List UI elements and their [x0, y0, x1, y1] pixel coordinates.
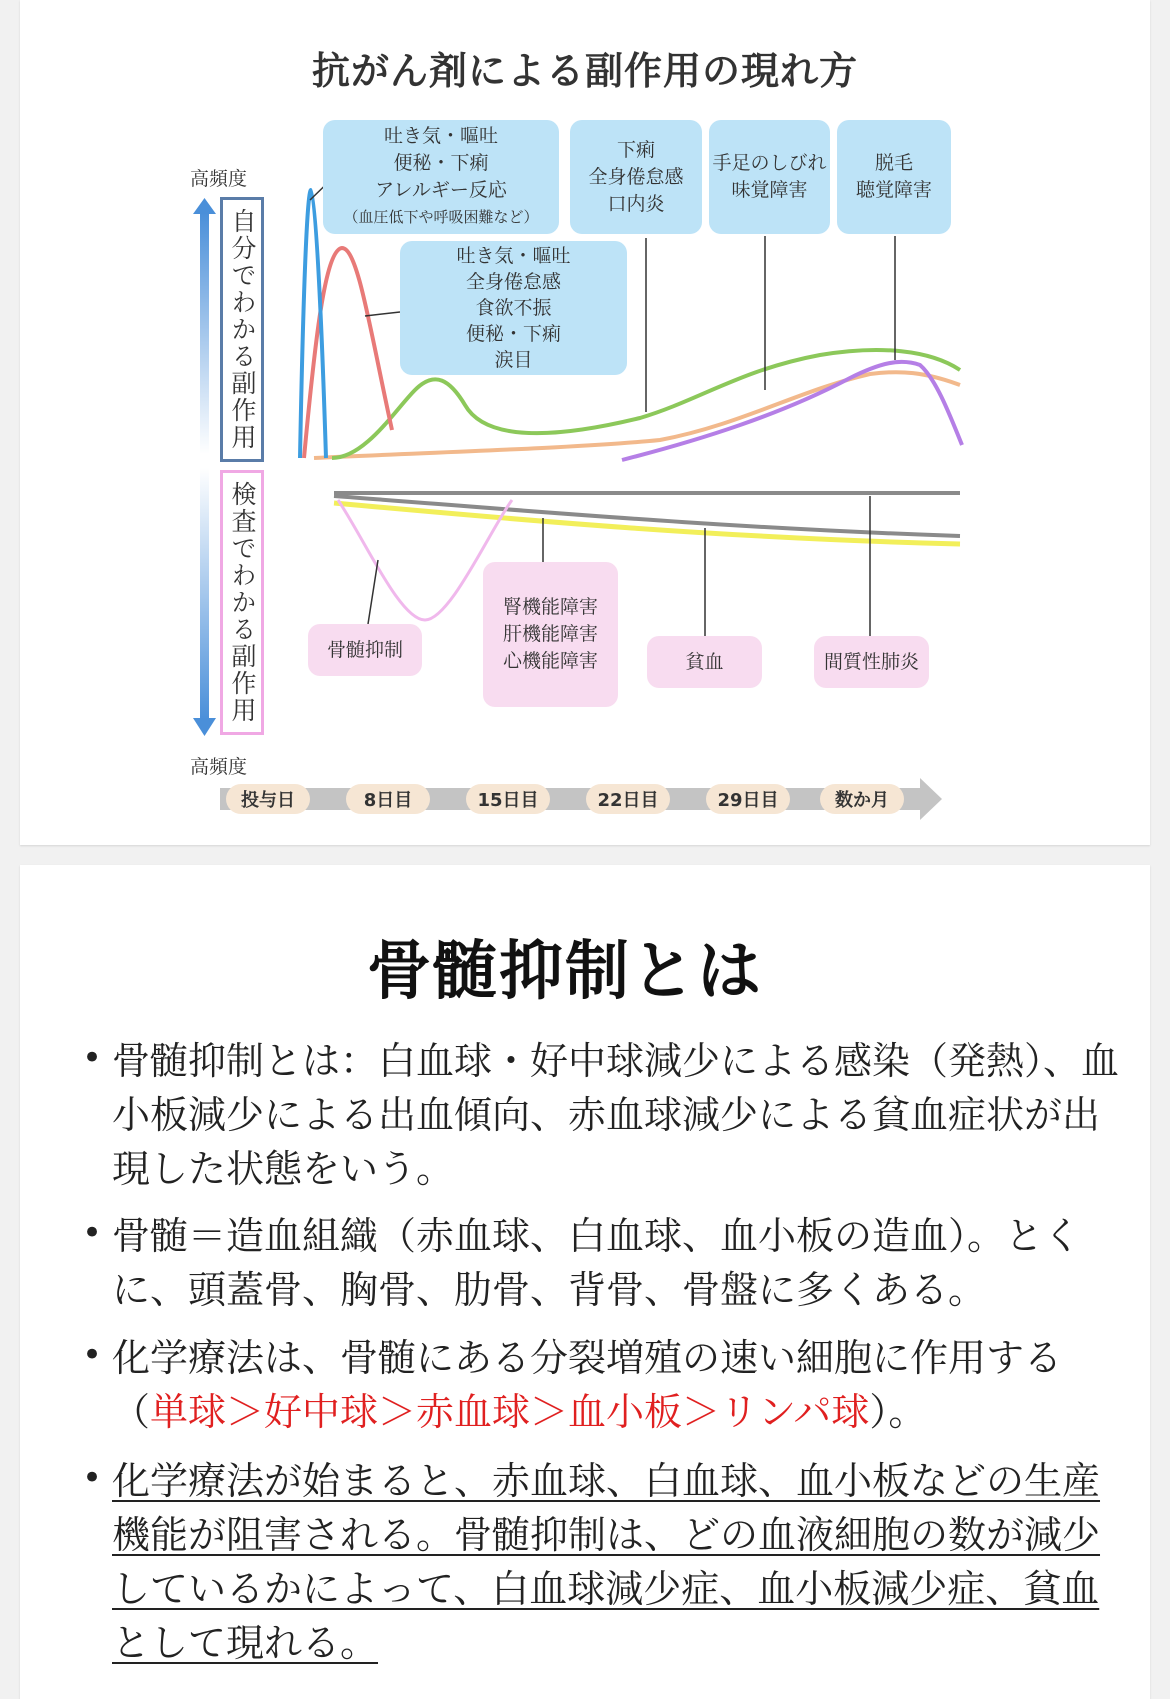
self-arrow-head: [193, 198, 216, 214]
mid-symptom-line: 全身倦怠感: [588, 165, 684, 188]
early-symptom-box: [323, 120, 559, 234]
neuropathy-box: [709, 120, 830, 234]
bullet-marker: •: [82, 1038, 103, 1078]
mid-symptom-box: [570, 120, 702, 234]
organ-dysfunction-box: [483, 562, 618, 707]
second-symptom-box: [400, 241, 627, 375]
line-yellow: [334, 503, 960, 544]
slide2-title: 骨髄抑制とは: [367, 935, 763, 1009]
early-symptom-line: 吐き気・嘔吐: [383, 125, 498, 147]
bullet4-underlined: 化学療法が始まると、赤血球、白血球、血小板などの生産機能が阻害される。骨髄抑制は、どの血液細胞の数が減少しているかによって、白血球減少症、血小板減少症、貧血として現れる。: [112, 1459, 1101, 1665]
second-symptom-line: 涙目: [494, 349, 533, 371]
top-frequency-label: 高頻度: [190, 168, 248, 190]
test-arrow-shaft: [200, 468, 209, 720]
self-arrow-shaft: [200, 212, 209, 454]
connector-marrow: [368, 560, 378, 624]
time-arrow-head: [920, 778, 942, 820]
anemia-line: 貧血: [685, 650, 724, 673]
test-arrow-head: [193, 718, 216, 736]
hairloss-box: [837, 120, 951, 234]
self-detectable-label: 自分でわかる副作用: [220, 197, 264, 462]
curve-blue: [300, 190, 326, 458]
organ-dysfunction-line: 腎機能障害: [502, 596, 598, 618]
second-symptom-line: 食欲不振: [475, 297, 552, 319]
slide-title: 抗がん剤による副作用の現れ方: [311, 49, 858, 93]
curve-orange: [314, 372, 960, 458]
second-symptom-line: 吐き気・嘔吐: [456, 245, 571, 267]
bullet-marker: •: [82, 1213, 103, 1253]
neuropathy-line: 味覚障害: [731, 179, 808, 201]
timeline-day22: 22日目: [586, 784, 670, 814]
mid-symptom-line: 口内炎: [607, 192, 665, 215]
bullet3-text: [112, 1331, 1122, 1439]
early-symptom-note: （血圧低下や呼吸困難など）: [343, 208, 539, 226]
time-arrow-shaft: [220, 788, 922, 810]
second-symptom-line: 全身倦怠感: [465, 271, 561, 293]
mid-symptom-line: 下痢: [616, 138, 655, 161]
marrow-suppression-box: [308, 624, 422, 676]
bullet4-text: [112, 1454, 1122, 1670]
interstitial-pneumonia-box: [814, 636, 929, 688]
organ-dysfunction-line: 肝機能障害: [502, 623, 598, 645]
timeline-day15: 15日目: [466, 784, 550, 814]
bullet-marker: •: [82, 1335, 103, 1375]
cell-sensitivity-order: 単球＞好中球＞赤血球＞血小板＞リンパ球: [150, 1390, 870, 1434]
bullet3-text-a: 化学療法は、骨髄にある分裂増殖の速い細胞に作用する（: [112, 1336, 1063, 1434]
diagram-slide: [20, 0, 1150, 845]
test-detectable-label: 検査でわかる副作用: [220, 470, 264, 735]
hairloss-line: 脱毛: [874, 152, 913, 174]
connector-second-box: [365, 312, 400, 316]
hairloss-line: 聴覚障害: [855, 179, 932, 201]
timeline-day29: 29日目: [706, 784, 790, 814]
organ-dysfunction-line: 心機能障害: [502, 650, 598, 672]
timeline-day8: 8日目: [346, 784, 430, 814]
bullet3-text-b: ）。: [869, 1390, 927, 1434]
second-symptom-line: 便秘・下痢: [465, 323, 561, 345]
interstitial-pneumonia-line: 間質性肺炎: [823, 650, 919, 673]
bullet2-text: 骨髄＝造血組織（赤血球、白血球、血小板の造血）。とくに、頭蓋骨、胸骨、肋骨、背骨、骨盤に多くある。: [112, 1214, 1082, 1312]
curve-purple: [622, 362, 962, 460]
bullet-marker: •: [82, 1458, 103, 1498]
early-symptom-line: アレルギー反応: [375, 179, 507, 201]
early-symptom-line: 便秘・下痢: [393, 152, 489, 174]
timeline-months: 数か月: [820, 784, 904, 814]
bottom-frequency-label: 高頻度: [190, 756, 248, 778]
timeline-day0: 投与日: [226, 784, 310, 814]
neuropathy-line: 手足のしびれ: [712, 152, 827, 174]
marrow-suppression-line: 骨髄抑制: [326, 638, 403, 661]
anemia-box: [647, 636, 762, 688]
bullet1-text: 骨髄抑制とは：白血球・好中球減少による感染（発熱）、血小板減少による出血傾向、赤血球減少による貧血症状が出現した状態をいう。: [112, 1039, 1120, 1191]
